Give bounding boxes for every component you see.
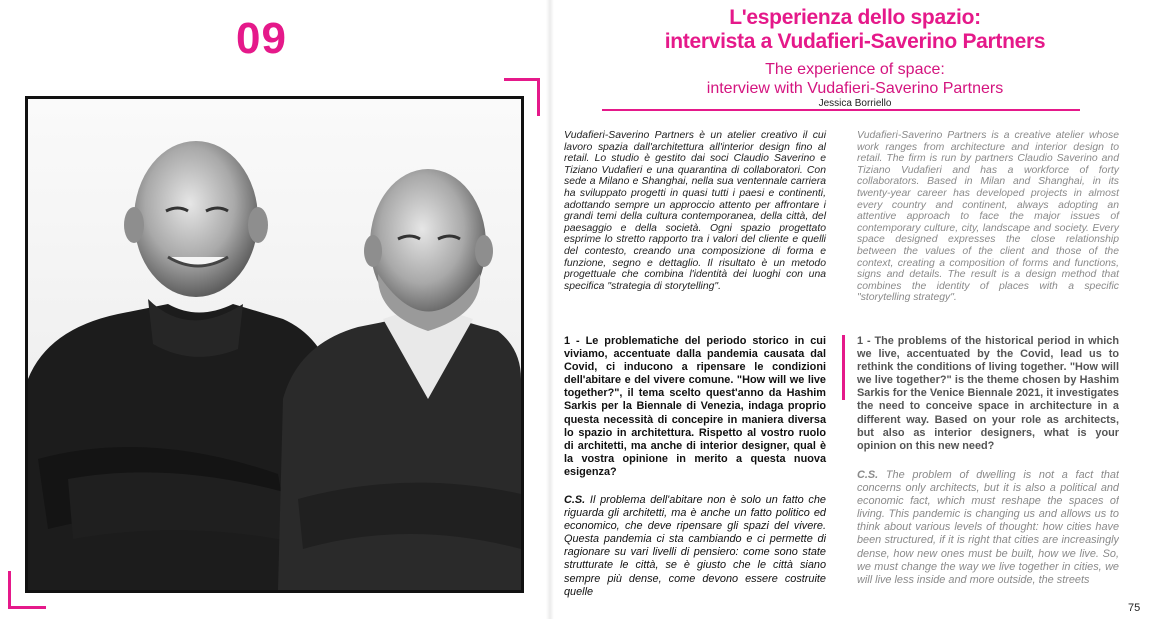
answer-1-english bbox=[857, 469, 1119, 587]
question-1-english: 1 - The problems of the historical period in which we live, accentuated by the Covid, lead us to rethink the conditions of living together. "How will we live together?" is the theme chosen by Hashim Sarkis for the Venice Biennale 2021, it investigates the need to conceive space in architecture in a different way. Based on your role as architects, but also as interior designers, what is your opinion on this new need? bbox=[857, 335, 1119, 452]
author-name: Jessica Borriello bbox=[818, 98, 892, 109]
question-1-italian: 1 - Le problematiche del periodo storico in cui viviamo, accentuate dalla pandemia causata dal Covid, ci inducono a ripensare le condizioni dell'abitare e del vivere comune. "How will we live together?", il tema scelto quest'anno da Hashim Sarkis per la Biennale di Venezia, indaga proprio questa necessità di concepire in maniera diversa lo spazio in architettura. Rispetto al vostro ruolo di architetti, ma anche di interior designer, qual è la vostra opinione in merito a questa nuova esigenza? bbox=[564, 335, 826, 478]
title-it-line2: intervista a Vudafieri-Saverino Partners bbox=[664, 30, 1046, 53]
title-it-line1: L'esperienza dello spazio: bbox=[729, 6, 981, 29]
article-title-italian bbox=[550, 6, 1160, 54]
page-number: 75 bbox=[1128, 602, 1141, 614]
intro-italian: Vudafieri-Saverino Partners è un atelier creativo il cui lavoro spazia dall'architettura all'interior design fino al retail. Lo studio è gestito dai soci Claudio Saverino e Tiziano Vudafieri e una quarantina di collaboratori. Con sede a Milano e Shanghai, nella sua ventennale carriera ha sviluppato progetti in quasi tutti i paesi e continenti, adottando sempre un approccio attento per affrontare i grandi temi della cultura contemporanea, della città, del paesaggio e della società. Ogni spazio progettato esprime lo stretto rapporto tra i valori del cliente e quelli del contesto, creando una composizione di forma e funzione, segno e dettaglio. Il risultato è un metodo progettuale che combina l'identità dei luoghi con una specifica "strategia di storytelling". bbox=[564, 130, 826, 292]
accent-divider bbox=[842, 335, 845, 400]
answer-1-italian-text: Il problema dell'abitare non è solo un fatto che riguarda gli architetti, ma è anche un fatto politico ed economico, che deve ripensare gli spazi del vivere. Questa pandemia ci sta cambiando e ci permette di ragionare su vari livelli di pensiero: come sono state strutturate le città, se è giusto che le città siano sempre più dense, come devono essere costruite quelle bbox=[564, 494, 826, 598]
answer-1-italian bbox=[564, 494, 826, 599]
right-man-jacket bbox=[278, 319, 521, 590]
answer-speaker-it: C.S. bbox=[564, 494, 586, 506]
intro-english: Vudafieri-Saverino Partners is a creative atelier whose work ranges from architecture and interior design to retail. The firm is run by partners Claudio Saverino and Tiziano Vudafieri and has a workforce of forty collaborators. Based in Milan and Shanghai, in its twenty-year career has developed projects in almost every country and continent, always adopting an attentive approach to face the major issues of contemporary culture, city, landscape and society. Every space designed expresses the close relationship between the values of the client and those of the context, creating a composition of forms and functions, signs and details. The result is a design method that combines the identity of places with a specific "storytelling strategy". bbox=[857, 130, 1119, 304]
title-en-line1: The experience of space: bbox=[765, 61, 945, 78]
answer-1-english-text: The problem of dwelling is not a fact that concerns only architects, but it is also a political and economic fact, which must reshape the spaces of living. This pandemic is changing us and allows us to think about various levels of thought: how cities have been structured, if it is right that cities are increasingly dense, how new ones must be built, how we live. So, we must change the way we live together in cities, we will live less inside and more outside, the streets bbox=[857, 469, 1119, 586]
answer-1-english-block bbox=[857, 469, 1119, 606]
title-en-line2: interview with Vudafieri-Saverino Partners bbox=[706, 80, 1004, 97]
portrait-illustration bbox=[28, 99, 521, 590]
chapter-number: 09 bbox=[236, 14, 287, 63]
left-man-head bbox=[134, 141, 258, 297]
title-underline bbox=[602, 109, 1080, 111]
article-title-english bbox=[550, 60, 1160, 98]
answer-1-italian-block bbox=[564, 494, 826, 606]
portrait-photo bbox=[25, 96, 524, 593]
answer-speaker-en: C.S. bbox=[857, 469, 879, 481]
